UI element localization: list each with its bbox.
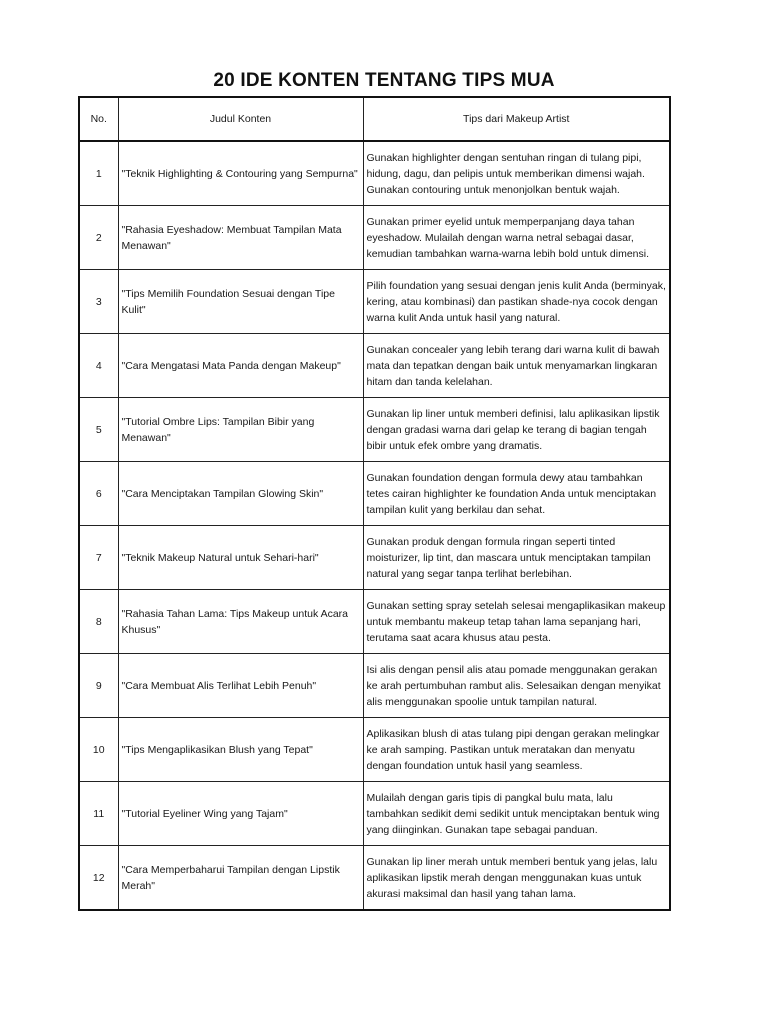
cell-no: 3 [79, 270, 118, 334]
cell-no: 11 [79, 782, 118, 846]
table-row [79, 846, 670, 911]
table-row [79, 526, 670, 590]
cell-tips: Gunakan foundation dengan formula dewy atau tambahkan tetes cairan highlighter ke foundation Anda untuk menciptakan tampilan kulit yang berkilau dan sehat. [363, 462, 670, 526]
cell-judul: "Cara Membuat Alis Terlihat Lebih Penuh" [118, 654, 363, 718]
cell-no: 10 [79, 718, 118, 782]
cell-judul: "Teknik Makeup Natural untuk Sehari-hari" [118, 526, 363, 590]
cell-no: 7 [79, 526, 118, 590]
column-header-no: No. [79, 97, 118, 141]
table-row [79, 398, 670, 462]
column-header-tips: Tips dari Makeup Artist [363, 97, 670, 141]
cell-tips: Gunakan setting spray setelah selesai mengaplikasikan makeup untuk membantu makeup tetap tahan lama sepanjang hari, terutama saat acara khusus atau pesta. [363, 590, 670, 654]
table-row [79, 718, 670, 782]
cell-tips: Gunakan produk dengan formula ringan seperti tinted moisturizer, lip tint, dan mascara untuk menciptakan tampilan natural yang segar tanpa terlihat berlebihan. [363, 526, 670, 590]
cell-judul: "Cara Mengatasi Mata Panda dengan Makeup" [118, 334, 363, 398]
cell-tips: Gunakan lip liner untuk memberi definisi, lalu aplikasikan lipstik dengan gradasi warna dari gelap ke terang di bagian tengah bibir untuk efek ombre yang dramatis. [363, 398, 670, 462]
table-row [79, 334, 670, 398]
table-row [79, 782, 670, 846]
cell-tips: Gunakan primer eyelid untuk memperpanjang daya tahan eyeshadow. Mulailah dengan warna netral sebagai dasar, kemudian tambahkan warna-warna lebih bold untuk dimensi. [363, 206, 670, 270]
cell-no: 12 [79, 846, 118, 911]
table-row [79, 654, 670, 718]
table-header-row [79, 97, 670, 141]
cell-no: 8 [79, 590, 118, 654]
cell-no: 9 [79, 654, 118, 718]
cell-tips: Mulailah dengan garis tipis di pangkal bulu mata, lalu tambahkan sedikit demi sedikit untuk menciptakan bentuk wing yang diinginkan. Gunakan tape sebagai panduan. [363, 782, 670, 846]
cell-judul: "Teknik Highlighting & Contouring yang Sempurna" [118, 141, 363, 206]
table-row [79, 270, 670, 334]
cell-no: 1 [79, 141, 118, 206]
cell-judul: "Tips Mengaplikasikan Blush yang Tepat" [118, 718, 363, 782]
table-row [79, 206, 670, 270]
cell-judul: "Rahasia Eyeshadow: Membuat Tampilan Mata Menawan" [118, 206, 363, 270]
table-row [79, 141, 670, 206]
cell-tips: Pilih foundation yang sesuai dengan jenis kulit Anda (berminyak, kering, atau kombinasi) dan pastikan shade-nya cocok dengan warna kulit Anda untuk hasil yang natural. [363, 270, 670, 334]
column-header-judul: Judul Konten [118, 97, 363, 141]
table-row [79, 590, 670, 654]
cell-no: 2 [79, 206, 118, 270]
cell-judul: "Cara Menciptakan Tampilan Glowing Skin" [118, 462, 363, 526]
cell-tips: Gunakan highlighter dengan sentuhan ringan di tulang pipi, hidung, dagu, dan pelipis untuk memberikan dimensi wajah. Gunakan contouring untuk menonjolkan bentuk wajah. [363, 141, 670, 206]
cell-judul: "Tutorial Eyeliner Wing yang Tajam" [118, 782, 363, 846]
cell-judul: "Rahasia Tahan Lama: Tips Makeup untuk Acara Khusus" [118, 590, 363, 654]
cell-tips: Isi alis dengan pensil alis atau pomade menggunakan gerakan ke arah pertumbuhan rambut alis. Selesaikan dengan menyikat alis menggunakan spoolie untuk tampilan natural. [363, 654, 670, 718]
cell-judul: "Tutorial Ombre Lips: Tampilan Bibir yang Menawan" [118, 398, 363, 462]
cell-tips: Gunakan concealer yang lebih terang dari warna kulit di bawah mata dan tepatkan dengan baik untuk menyamarkan lingkaran hitam dan tanda kelelahan. [363, 334, 670, 398]
cell-no: 4 [79, 334, 118, 398]
cell-tips: Gunakan lip liner merah untuk memberi bentuk yang jelas, lalu aplikasikan lipstik merah dengan menggunakan kuas untuk akurasi maksimal dan hasil yang tahan lama. [363, 846, 670, 911]
cell-no: 5 [79, 398, 118, 462]
cell-no: 6 [79, 462, 118, 526]
page-title: 20 IDE KONTEN TENTANG TIPS MUA [213, 70, 555, 91]
table-row [79, 462, 670, 526]
cell-judul: "Tips Memilih Foundation Sesuai dengan Tipe Kulit" [118, 270, 363, 334]
cell-judul: "Cara Memperbaharui Tampilan dengan Lipstik Merah" [118, 846, 363, 911]
cell-tips: Aplikasikan blush di atas tulang pipi dengan gerakan melingkar ke arah samping. Pastikan untuk meratakan dan menyatu dengan foundation untuk hasil yang seamless. [363, 718, 670, 782]
content-table [78, 96, 671, 911]
